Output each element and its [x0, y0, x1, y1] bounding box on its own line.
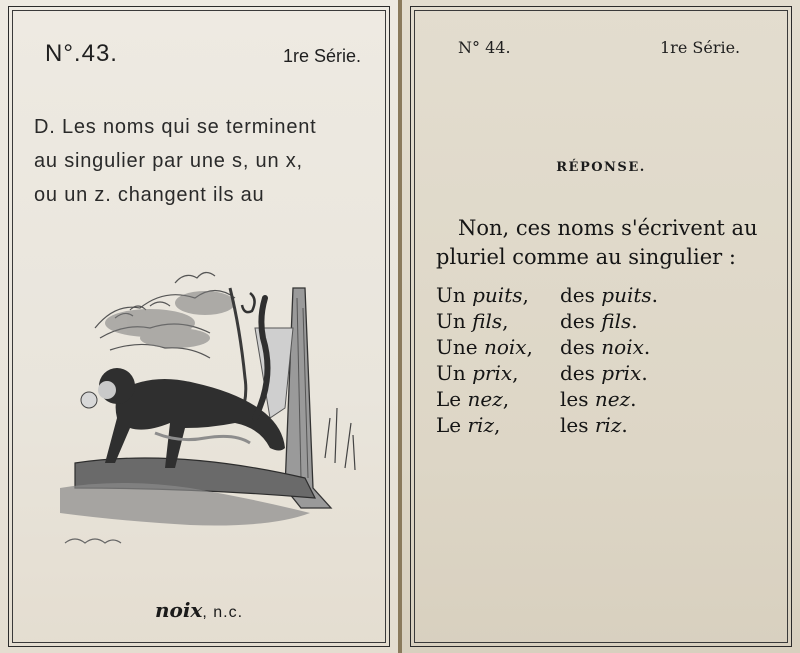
- example-row: Une noix, des noix.: [436, 335, 651, 359]
- singular-noun: fils: [472, 309, 503, 333]
- example-row: Un fils, des fils.: [436, 309, 638, 333]
- question-text: [34, 110, 379, 212]
- singular-article: Le: [436, 413, 462, 437]
- plural-article: les: [560, 413, 589, 437]
- example-row: Le riz, les riz.: [436, 413, 628, 437]
- singular-noun: prix: [472, 361, 513, 385]
- series-label: 1re Série.: [283, 46, 362, 66]
- leaves-icon: [105, 291, 235, 348]
- question-line: au singulier par une s, un x,: [34, 150, 303, 172]
- singular-article: Un: [436, 361, 466, 385]
- monkey-illustration: [55, 258, 375, 558]
- singular-article: Un: [436, 309, 466, 333]
- answer-heading: RÉPONSE.: [556, 160, 646, 175]
- card-number: N° 44.: [458, 38, 511, 57]
- example-row: Un prix, des prix.: [436, 361, 648, 385]
- caption-word: noix: [154, 598, 203, 622]
- caption: [0, 598, 398, 622]
- plural-article: des: [560, 335, 595, 359]
- singular-noun: riz: [467, 413, 494, 437]
- question-card: [0, 0, 398, 653]
- series-label: 1re Série.: [660, 38, 741, 57]
- question-line: D. Les noms qui se terminent: [34, 116, 317, 138]
- plural-noun: riz: [594, 413, 622, 437]
- singular-article: Un: [436, 283, 466, 307]
- example-row: Le nez, les nez.: [436, 387, 637, 411]
- singular-article: Le: [436, 387, 462, 411]
- plural-article: les: [560, 387, 589, 411]
- plural-noun: nez: [594, 387, 631, 411]
- answer-text: [436, 214, 776, 272]
- caption-abbreviation: , n.c.: [202, 604, 244, 621]
- plural-article: des: [560, 361, 595, 385]
- card-number: N°.43.: [45, 40, 118, 67]
- example-row: Un puits, des puits.: [436, 283, 659, 307]
- question-line: ou un z. changent ils au: [34, 184, 265, 206]
- answer-line: Non, ces noms s'écrivent au: [458, 216, 758, 240]
- example-list: [436, 282, 766, 438]
- plural-noun: noix: [601, 335, 644, 359]
- answer-line: pluriel comme au singulier :: [436, 245, 736, 269]
- plural-noun: fils: [601, 309, 632, 333]
- singular-article: Une: [436, 335, 478, 359]
- singular-noun: noix: [483, 335, 527, 359]
- singular-noun: nez: [467, 387, 503, 411]
- singular-noun: puits: [472, 283, 523, 307]
- plural-noun: puits: [601, 283, 652, 307]
- answer-card: [402, 0, 800, 653]
- plural-article: des: [560, 283, 595, 307]
- plural-noun: prix: [601, 361, 642, 385]
- plural-article: des: [560, 309, 595, 333]
